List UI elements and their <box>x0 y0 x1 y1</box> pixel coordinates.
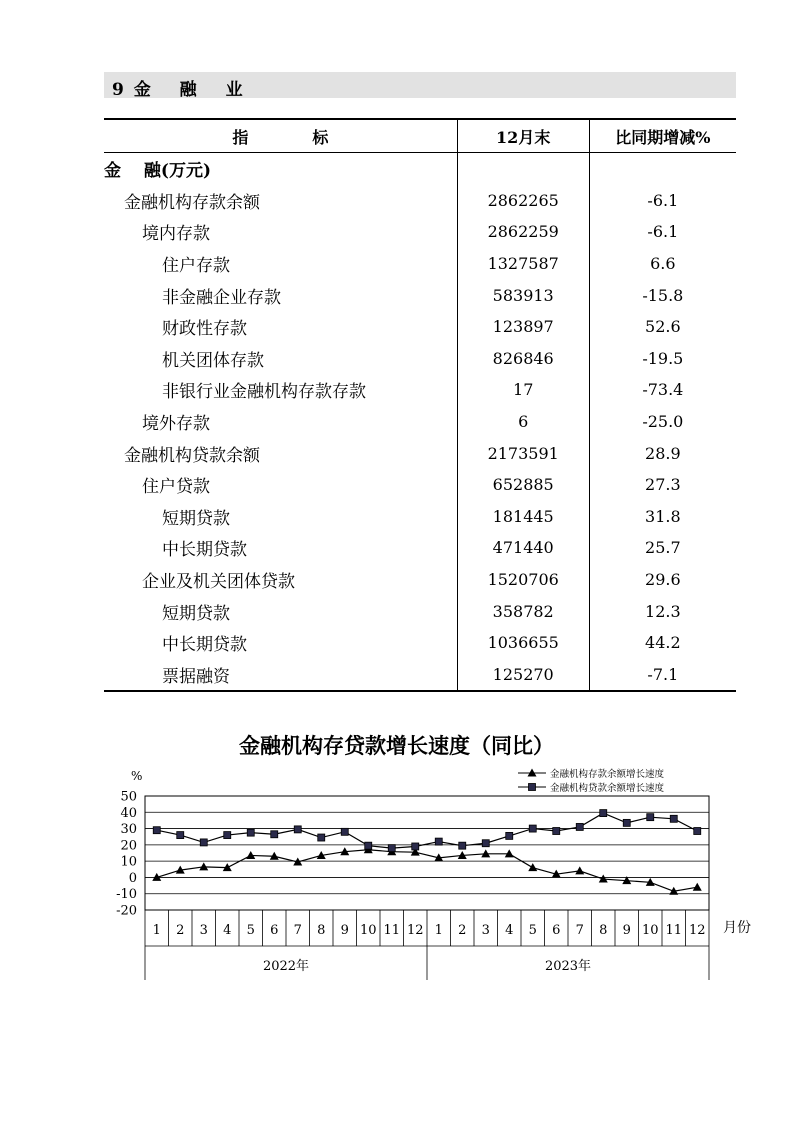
row-value: 583913 <box>457 279 589 311</box>
row-value: 826846 <box>457 343 589 375</box>
series-2-point <box>435 838 442 845</box>
x-tick-label: 3 <box>199 923 208 938</box>
table-row <box>104 406 736 438</box>
table-row <box>104 153 736 185</box>
series-2-point <box>529 825 536 832</box>
series-2-point <box>271 831 278 838</box>
series-2-point <box>200 839 207 846</box>
x-tick-label: 4 <box>223 923 232 938</box>
row-change: 12.3 <box>645 601 681 621</box>
y-tick-label: -10 <box>116 887 137 903</box>
series-1-point <box>528 863 537 871</box>
row-change: 52.6 <box>645 317 681 337</box>
series-2-point <box>506 832 513 839</box>
row-value <box>457 153 589 185</box>
series-1-point <box>693 883 702 891</box>
row-value: 2173591 <box>457 437 589 469</box>
series-2-point <box>482 840 489 847</box>
row-change: -15.8 <box>642 285 684 305</box>
y-tick-label: 20 <box>120 838 137 854</box>
row-label: 短期贷款 <box>104 595 457 627</box>
x-tick-label: 7 <box>575 923 584 938</box>
x-tick-label: 8 <box>317 923 326 938</box>
table-row <box>104 311 736 343</box>
row-label: 住户贷款 <box>104 469 457 501</box>
table-row <box>104 595 736 627</box>
section-title: 9 金 融 业 <box>112 80 245 100</box>
x-tick-label: 9 <box>340 923 349 938</box>
row-change: 25.7 <box>645 538 681 558</box>
table-row <box>104 437 736 469</box>
x-tick-label: 6 <box>270 923 279 938</box>
row-value: 2862265 <box>457 185 589 217</box>
row-label: 中长期贷款 <box>104 532 457 564</box>
growth-line-chart <box>0 760 793 980</box>
series-2-point <box>318 834 325 841</box>
series-2-point <box>294 826 301 833</box>
table-row <box>104 659 736 692</box>
series-line-1 <box>157 850 698 892</box>
y-tick-label: 50 <box>120 789 137 805</box>
chart-title: 金融机构存贷款增长速度（同比） <box>239 734 554 758</box>
x-tick-label: 2 <box>176 923 185 938</box>
row-value: 652885 <box>457 469 589 501</box>
row-value: 1520706 <box>457 564 589 596</box>
series-2-point <box>623 819 630 826</box>
table-row <box>104 185 736 217</box>
row-label: 非金融企业存款 <box>104 279 457 311</box>
y-axis-unit: % <box>131 769 143 783</box>
row-label: 机关团体存款 <box>104 343 457 375</box>
row-change: -6.1 <box>647 222 679 242</box>
x-tick-label: 10 <box>359 923 377 938</box>
table-header-row <box>104 119 736 153</box>
x-tick-label: 3 <box>481 923 490 938</box>
row-label: 票据融资 <box>104 659 457 692</box>
row-change: -7.1 <box>589 659 736 692</box>
x-group-label: 2022年 <box>262 959 310 974</box>
x-tick-label: 4 <box>505 923 514 938</box>
x-tick-label: 1 <box>152 923 161 938</box>
row-change: -19.5 <box>642 348 684 368</box>
series-2-point <box>412 843 419 850</box>
x-axis-label: 月份 <box>723 920 751 936</box>
x-tick-label: 7 <box>293 923 302 938</box>
table-row <box>104 469 736 501</box>
row-label: 财政性存款 <box>104 311 457 343</box>
row-change: 27.3 <box>645 475 681 495</box>
row-label: 境外存款 <box>104 406 457 438</box>
x-tick-label: 8 <box>599 923 608 938</box>
row-value: 125270 <box>457 659 589 692</box>
header-december-end: 12月末 <box>457 119 589 153</box>
row-change: 6.6 <box>650 254 676 274</box>
x-tick-label: 11 <box>383 923 401 938</box>
row-label: 非银行业金融机构存款存款 <box>104 374 457 406</box>
row-label: 金融机构存款余额 <box>104 185 457 217</box>
x-tick-label: 1 <box>434 923 443 938</box>
series-2-point <box>388 845 395 852</box>
header-yoy-change: 比同期增减% <box>589 119 736 153</box>
row-value: 2862259 <box>457 216 589 248</box>
row-label: 金 融(万元) <box>104 153 457 185</box>
row-label: 中长期贷款 <box>104 627 457 659</box>
y-tick-label: -20 <box>116 903 137 919</box>
table-row <box>104 627 736 659</box>
table-row <box>104 343 736 375</box>
row-value: 17 <box>457 374 589 406</box>
row-change: 44.2 <box>645 633 681 653</box>
x-tick-label: 9 <box>622 923 631 938</box>
row-change <box>589 153 736 185</box>
x-tick-label: 5 <box>528 923 537 938</box>
legend-label: 金融机构贷款余额增长速度 <box>550 783 665 794</box>
series-2-point <box>670 815 677 822</box>
legend-label: 金融机构存款余额增长速度 <box>550 769 665 780</box>
series-2-point <box>224 832 231 839</box>
row-value: 1327587 <box>457 248 589 280</box>
row-label: 金融机构贷款余额 <box>104 437 457 469</box>
row-value: 358782 <box>457 595 589 627</box>
series-2-point <box>694 828 701 835</box>
y-tick-label: 10 <box>120 854 137 870</box>
series-2-point <box>177 832 184 839</box>
header-indicator: 指 标 <box>104 119 457 153</box>
series-2-point <box>647 814 654 821</box>
x-tick-label: 11 <box>665 923 683 938</box>
series-2-point <box>341 828 348 835</box>
row-label: 企业及机关团体贷款 <box>104 564 457 596</box>
row-value: 6 <box>457 406 589 438</box>
series-line-2 <box>157 813 698 848</box>
series-2-point <box>247 829 254 836</box>
row-value: 471440 <box>457 532 589 564</box>
finance-table <box>104 118 736 692</box>
y-tick-label: 0 <box>128 870 137 886</box>
x-tick-label: 12 <box>688 923 706 938</box>
table-row <box>104 374 736 406</box>
row-change: -73.4 <box>642 380 684 400</box>
series-2-point <box>553 828 560 835</box>
series-2-point <box>459 842 466 849</box>
row-label: 短期贷款 <box>104 501 457 533</box>
x-tick-label: 6 <box>552 923 561 938</box>
row-value: 123897 <box>457 311 589 343</box>
table-row <box>104 216 736 248</box>
row-value: 181445 <box>457 501 589 533</box>
table-row <box>104 564 736 596</box>
x-tick-label: 12 <box>406 923 424 938</box>
series-1-point <box>246 851 255 859</box>
series-1-point <box>575 866 584 874</box>
y-tick-label: 30 <box>120 822 137 838</box>
series-2-point <box>365 842 372 849</box>
table-row <box>104 279 736 311</box>
section-header <box>104 72 736 98</box>
legend-marker <box>529 784 536 791</box>
series-2-point <box>576 823 583 830</box>
row-change: -25.0 <box>642 412 684 432</box>
row-change: 29.6 <box>645 570 681 590</box>
series-2-point <box>600 810 607 817</box>
x-tick-label: 10 <box>641 923 659 938</box>
row-label: 境内存款 <box>104 216 457 248</box>
x-tick-label: 5 <box>246 923 255 938</box>
row-change: 28.9 <box>645 443 681 463</box>
table-row <box>104 501 736 533</box>
y-tick-label: 40 <box>120 805 137 821</box>
table-row <box>104 532 736 564</box>
x-group-label: 2023年 <box>544 959 592 974</box>
x-tick-label: 2 <box>458 923 467 938</box>
series-2-point <box>153 827 160 834</box>
row-change: -6.1 <box>647 190 679 210</box>
row-value: 1036655 <box>457 627 589 659</box>
plot-frame <box>145 796 709 910</box>
series-1-point <box>199 862 208 870</box>
row-change: 31.8 <box>645 506 681 526</box>
table-row <box>104 248 736 280</box>
row-label: 住户存款 <box>104 248 457 280</box>
